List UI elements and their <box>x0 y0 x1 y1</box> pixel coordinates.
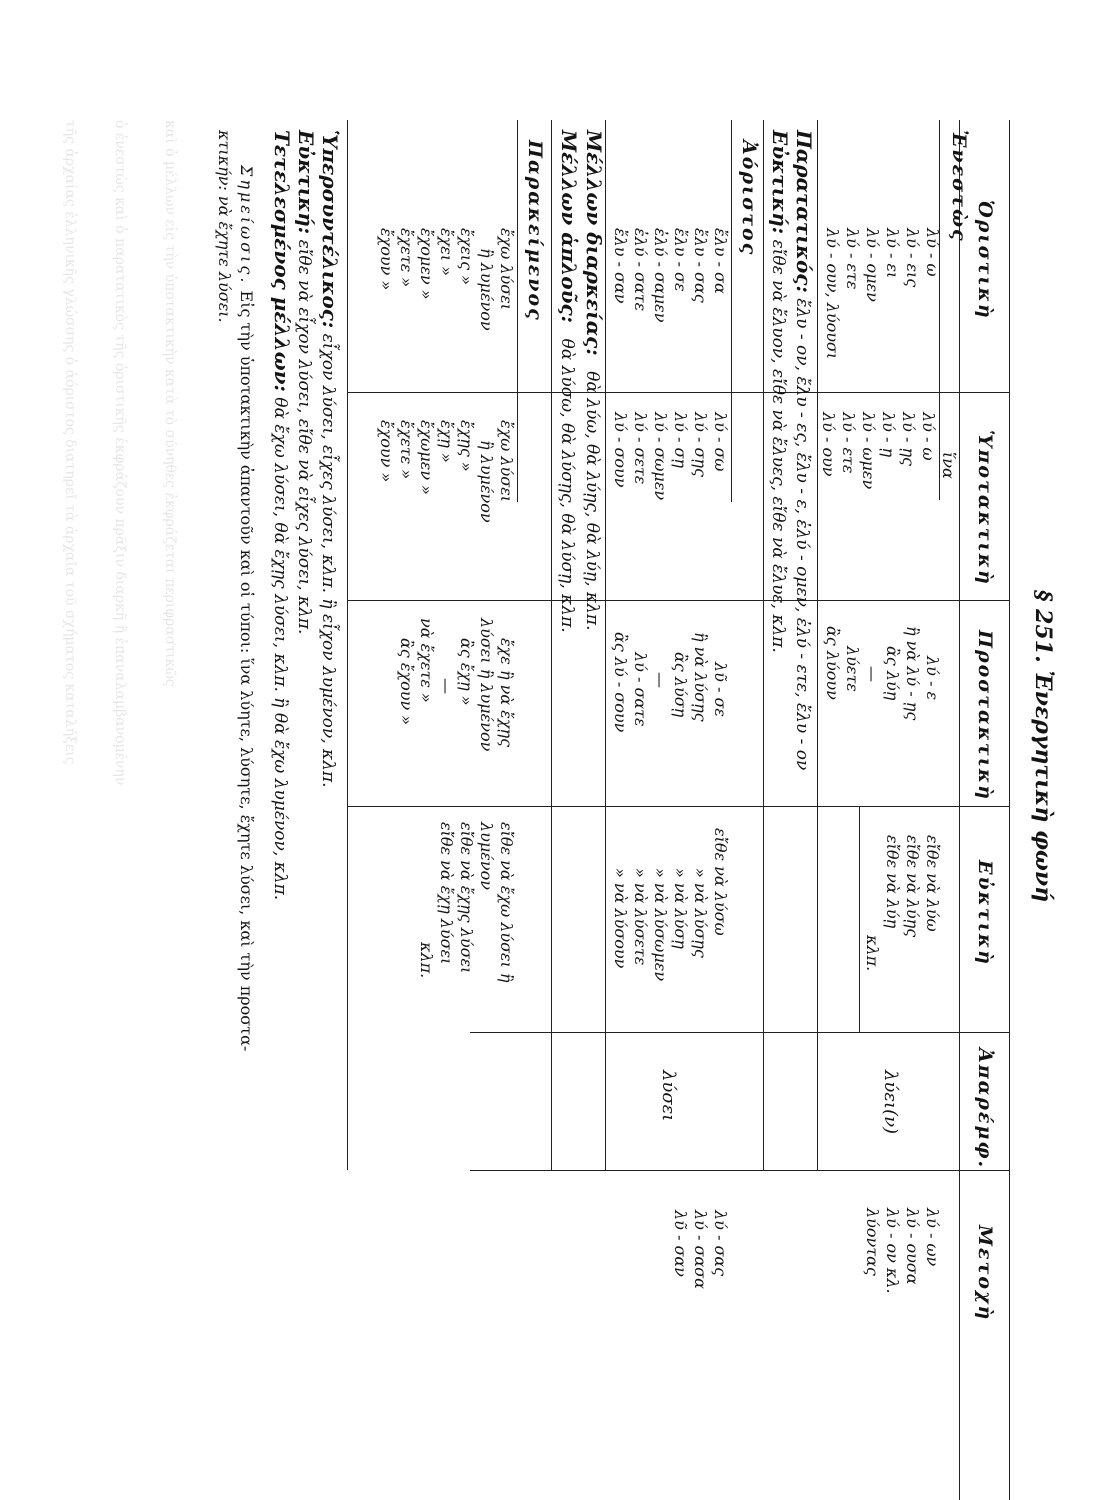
table-rule-top <box>1009 120 1010 1500</box>
section-title: § 251. Ἐνεργητικὴ φωνή <box>1030 590 1056 903</box>
remark-line-continued: κτικήν: νὰ ἔχητε λύσει. <box>215 130 234 323</box>
future-perfect-line: Τετελεσμένος μέλλων: θὰ ἔχω λύσει, θὰ ἔχῃς λύσει, κλπ. ἢ θὰ ἔχω λυμένον, κλπ. <box>270 130 294 901</box>
perfect-ypotaktiki: ἔχω λύσει ἢ λυμένον ἔχῃς » ἔχῃ » ἔχωμεν » ἔχετε » ἔχουν » <box>377 420 516 523</box>
row-label-perfect: Παρακείμενος <box>524 140 546 322</box>
rotated-page-content: τῆς ἀρχαίας ἑλληνικῆς γλώσσης ὁ ἀόριστος διατηρεῖ τὰ ἀρχαῖα τοῦ σχήματος καταλήξεις ὁ ἐνεστὼς καὶ ὁ παρατατικὸς τῆς ὁριστικῆς ἐκφράζουν πρᾶξιν διαρκῆ ἢ ἐπαναλαμβανομένην καὶ ὁ μέλλων εἰς τὴν ὑποτακτικὴν κατὰ τὸ σύνηθες ἐκφράζεται περιφραστικῶς § 251. Ἐνεργητικὴ φωνή Ὁριστικὴ Ὑποτακτικὴ Προστακτικὴ Εὐκτικὴ Ἀπαρέμφ. Μετοχὴ Ἐνεστὼς λύ - ω λύ - εις λύ - ει λύ - ομεν λύ - ετε λύ - ουν, λύουσι ἵνα λύ - ω λύ - ῃς λύ - ῃ λύ - ωμεν λύ - ετε λύ - ουν λύ - ε ἢ νὰ λύ - ῃς ἂς λύῃ — λύετε ἂς λύουν εἴθε νὰ λύω εἴθε νὰ λύῃς εἴθε νὰ λύῃ κλπ. λύει(ν) λύ - ων λύ - ουσα λύ - ον κλ. λύοντας Παρατατικός: ἔλυ - ον, ἔλυ - ες, ἔλυ - ε, ἐλύ - ομεν, ἐλύ - ετε, ἔλυ - ον Εὐκτική: εἴθε νὰ ἔλυον, εἴθε νὰ ἔλυες, εἴθε νὰ ἔλυε, κλπ. Ἀόριστος ἔλυ - σα ἔλυ - σας ἔλυ - σε ἐλύ - σαμεν ἐλύ - σατε ἔλυ - σαν λύ - σω λύ - σῃς λύ - σῃ λύ - σωμεν λύ - σετε λύ - σουν λῦ - σε ἢ νὰ λύσῃς ἂς λύσῃ — λύ - σατε ἂς λύ - σουν εἴθε νὰ λύσω » νὰ λύσῃς » νὰ λύσῃ » νὰ λύσωμεν » νὰ λύσετε » νὰ λύσουν λύσει λύ - σας λύ - σασα λῦ - σαν Μέλλων διαρκείας: θὰ λύω, θὰ λύῃς, θὰ λύῃ, κλπ. Μέλλων ἁπλοῦς: θὰ λύσω, θὰ λύσῃς, θὰ λύσῃ, κλπ. Παρακείμενος ἔχω λύσει ἢ λυμένον ἔχεις » ἔχει » ἔχομεν » ἔχετε » ἔχουν » ἔχω λύσει ἢ λυμένον ἔχῃς » ἔχῃ » ἔχωμεν » ἔχετε » ἔχουν » ἔχε ἢ νὰ ἔχῃς λύσει ἢ λυμένον ἂς ἔχῃ » — νὰ ἔχετε » ἂς ἔχουν » εἴθε νὰ ἔχω λύσει ἢ λυμένον εἴθε νὰ ἔχῃς λύσει εἴθε νὰ ἔχῃ λύσει κλπ. Ὑπερσυντέλικος: εἶχον λύσει, εἶχες λύσει, κλπ. ἢ εἶχον λυμένον, κλπ. Εὐκτική: εἴθε νὰ εἶχον λύσει, εἴθε νὰ εἶχες λύσει, κλπ. Τετελεσμένος μέλλων: θὰ ἔχω λύσει, θὰ ἔχῃς λύσει, κλπ. ἢ θὰ ἔχω λυμένον, κλπ. Σημείωσις. Εἰς τὴν ὑποτακτικὴν ἀπαντοῦν καὶ οἱ τύποι: ἵνα λύητε, λύσητε, ἔχητε λύσει, καὶ τὴν προστα- κτικήν: νὰ ἔχητε λύσει. <box>0 0 1118 1500</box>
header-ypotaktiki: Ὑποτακτικὴ <box>974 430 996 586</box>
imperfect-optative-line: Εὐκτική: εἴθε νὰ ἔλυον, εἴθε νὰ ἔλυες, εἴθε νὰ ἔλυε, κλπ. <box>768 130 792 653</box>
imperfect-line: Παρατατικός: ἔλυ - ον, ἔλυ - ες, ἔλυ - ε, ἐλύ - ομεν, ἐλύ - ετε, ἔλυ - ον <box>792 130 816 771</box>
future-simple-line: Μέλλων ἁπλοῦς: θὰ λύσω, θὰ λύσῃς, θὰ λύσῃ, κλπ. <box>557 130 581 633</box>
pluperfect-line: Ὑπερσυντέλικος: εἶχον λύσει, εἶχες λύσει, κλπ. ἢ εἶχον λυμένον, κλπ. <box>318 130 342 788</box>
aorist-efktiki: εἴθε νὰ λύσω » νὰ λύσῃς » νὰ λύσῃ » νὰ λύσωμεν » νὰ λύσετε » νὰ λύσουν <box>611 828 730 982</box>
header-prostaktiki: Προστακτικὴ <box>974 630 996 801</box>
column-separator <box>470 1170 1010 1171</box>
aorist-ypotaktiki: λύ - σω λύ - σῃς λύ - σῃ λύ - σωμεν λύ - σετε λύ - σουν <box>611 412 730 501</box>
perfect-oristiki: ἔχω λύσει ἢ λυμένον ἔχεις » ἔχει » ἔχομεν » ἔχετε » ἔχουν » <box>377 228 516 331</box>
present-metochi: λύ - ων λύ - ουσα λύ - ον κλ. λύοντας <box>863 1208 942 1294</box>
remark-line: Σημείωσις. Εἰς τὴν ὑποτακτικὴν ἀπαντοῦν καὶ οἱ τύποι: ἵνα λύητε, λύσητε, ἔχητε λύσει, καὶ τὴν προστα- <box>237 165 256 1052</box>
optative-pluperfect-line: Εὐκτική: εἴθε νὰ εἶχον λύσει, εἴθε νὰ εἶχες λύσει, κλπ. <box>294 130 318 635</box>
header-efktiki: Εὐκτικὴ <box>974 860 996 966</box>
present-efktiki: εἴθε νὰ λύω εἴθε νὰ λύῃς εἴθε νὰ λύῃ κλπ. <box>863 835 942 972</box>
future-continuous-line: Μέλλων διαρκείας: θὰ λύω, θὰ λύῃς, θὰ λύῃ, κλπ. <box>582 130 606 631</box>
table-rule-header <box>959 120 960 1500</box>
perfect-prostaktiki: ἔχε ἢ νὰ ἔχῃς λύσει ἢ λυμένον ἂς ἔχῃ » — νὰ ἔχετε » ἂς ἔχουν » <box>397 618 516 752</box>
row-rule <box>517 120 518 502</box>
row-label-present: Ἐνεστὼς <box>948 130 970 243</box>
header-oristiki: Ὁριστικὴ <box>974 200 996 320</box>
row-label-aorist: Ἀόριστος <box>738 140 760 257</box>
present-prostaktiki: λύ - ε ἢ νὰ λύ - ῃς ἂς λύῃ — λύετε ἂς λύουν <box>823 626 942 721</box>
header-metochi: Μετοχὴ <box>974 1225 996 1322</box>
row-rule <box>763 120 764 1170</box>
aorist-metochi: λύ - σας λύ - σασα λῦ - σαν <box>671 1210 730 1289</box>
header-aparemfato: Ἀπαρέμφ. <box>974 1048 996 1170</box>
present-ypotaktiki: ἵνα λύ - ω λύ - ῃς λύ - ῃ λύ - ωμεν λύ - ετε λύ - ουν <box>819 412 958 490</box>
table-rule-bottom <box>347 120 348 1170</box>
present-aparemfato: λύει(ν) <box>880 1070 901 1135</box>
aorist-oristiki: ἔλυ - σα ἔλυ - σας ἔλυ - σε ἐλύ - σαμεν ἐλύ - σατε ἔλυ - σαν <box>611 228 730 323</box>
aorist-aparemfato: λύσει <box>658 1070 679 1122</box>
aorist-prostaktiki: λῦ - σε ἢ νὰ λύσῃς ἂς λύσῃ — λύ - σατε ἂς λύ - σουν <box>611 632 730 733</box>
row-rule <box>859 806 860 1032</box>
row-rule <box>551 120 552 1170</box>
column-separator <box>348 392 1010 393</box>
column-separator <box>348 600 1010 601</box>
row-rule <box>731 120 732 502</box>
column-separator <box>348 806 1010 807</box>
row-rule <box>817 120 818 1170</box>
present-oristiki: λύ - ω λύ - εις λύ - ει λύ - ομεν λύ - ετε λύ - ουν, λύουσι <box>823 228 942 360</box>
perfect-efktiki: εἴθε νὰ ἔχω λύσει ἢ λυμένον εἴθε νὰ ἔχῃς λύσει εἴθε νὰ ἔχῃ λύσει κλπ. <box>417 822 516 983</box>
